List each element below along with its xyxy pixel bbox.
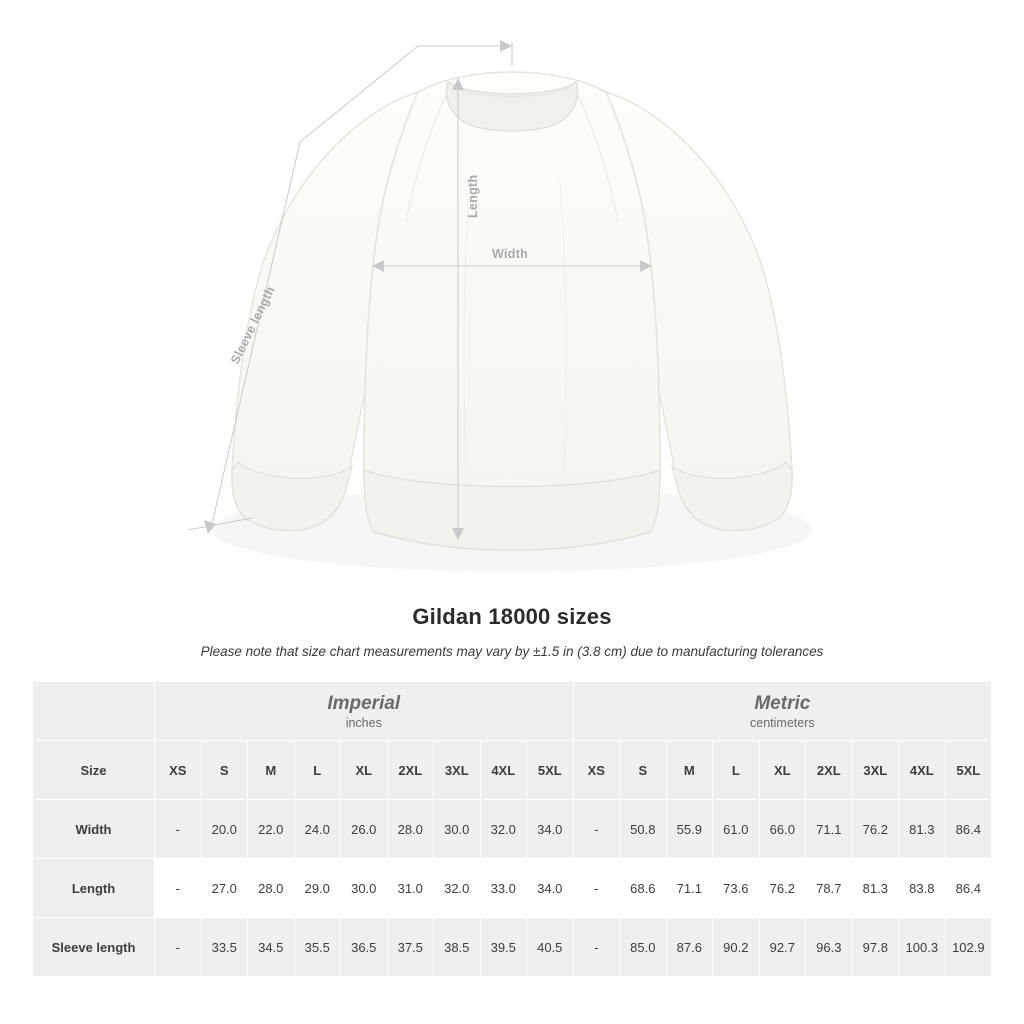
measurement-cell: 20.0	[201, 800, 248, 859]
size-column-header: 3XL	[434, 741, 481, 800]
measurement-cell: 27.0	[201, 859, 248, 918]
unit-header-metric	[573, 682, 992, 741]
size-column-header: L	[294, 741, 341, 800]
size-column-header: 4XL	[899, 741, 946, 800]
measurement-cell: 85.0	[620, 918, 667, 977]
measurement-cell: 83.8	[899, 859, 946, 918]
measurement-cell: 86.4	[945, 800, 992, 859]
measurement-cell: 90.2	[713, 918, 760, 977]
row-label: Width	[33, 800, 155, 859]
measurement-cell: 28.0	[248, 859, 295, 918]
measurement-cell: 50.8	[620, 800, 667, 859]
size-column-header: S	[201, 741, 248, 800]
measurement-cell: -	[155, 800, 202, 859]
sleeve-length-measure-label: Sleeve length	[228, 284, 278, 367]
measurement-cell: 33.5	[201, 918, 248, 977]
page-title: Gildan 18000 sizes	[412, 604, 612, 629]
measurement-cell: 76.2	[852, 800, 899, 859]
measurement-cell: 28.0	[387, 800, 434, 859]
measurement-cell: 81.3	[852, 859, 899, 918]
measurement-cell: 33.0	[480, 859, 527, 918]
tolerance-note: Please note that size chart measurements may vary by ±1.5 in (3.8 cm) due to manufacturing tolerances	[200, 644, 824, 659]
measurement-cell: 24.0	[294, 800, 341, 859]
unit-subtitle: inches	[345, 715, 382, 730]
unit-name: Metric	[754, 693, 811, 715]
measurement-cell: 73.6	[713, 859, 760, 918]
measurement-cell: 39.5	[480, 918, 527, 977]
measurement-cell: 32.0	[434, 859, 481, 918]
measurement-cell: 76.2	[759, 859, 806, 918]
size-column-header: M	[248, 741, 295, 800]
measurement-cell: -	[573, 800, 620, 859]
measurement-cell: -	[573, 859, 620, 918]
unit-name: Imperial	[327, 693, 401, 715]
measurement-cell: 55.9	[666, 800, 713, 859]
measurement-cell: 37.5	[387, 918, 434, 977]
measurement-cell: 97.8	[852, 918, 899, 977]
row-label: Sleeve length	[33, 918, 155, 977]
size-column-header: 2XL	[387, 741, 434, 800]
measurement-cell: 100.3	[899, 918, 946, 977]
size-column-header: 5XL	[527, 741, 574, 800]
measurement-cell: 36.5	[341, 918, 388, 977]
size-column-header: L	[713, 741, 760, 800]
measurement-cell: 34.5	[248, 918, 295, 977]
size-column-header: M	[666, 741, 713, 800]
measurement-cell: 30.0	[341, 859, 388, 918]
size-column-header: 5XL	[945, 741, 992, 800]
measurement-cell: 78.7	[806, 859, 853, 918]
size-table	[32, 681, 992, 977]
measurement-cell: 29.0	[294, 859, 341, 918]
measurement-cell: 86.4	[945, 859, 992, 918]
size-header-cell: Size	[33, 741, 155, 800]
size-column-header: XS	[573, 741, 620, 800]
measurement-cell: -	[573, 918, 620, 977]
table-row	[33, 859, 992, 918]
measurement-cell: 71.1	[666, 859, 713, 918]
width-measure-label: Width	[492, 247, 529, 261]
measurement-cell: 32.0	[480, 800, 527, 859]
title-block	[0, 604, 1024, 659]
measurement-cell: 61.0	[713, 800, 760, 859]
measurement-cell: 81.3	[899, 800, 946, 859]
measurement-cell: 68.6	[620, 859, 667, 918]
measurement-cell: 96.3	[806, 918, 853, 977]
measurement-cell: 92.7	[759, 918, 806, 977]
measurement-cell: 87.6	[666, 918, 713, 977]
length-measure-label: Length	[466, 174, 480, 218]
table-row	[33, 918, 992, 977]
measurement-cell: 38.5	[434, 918, 481, 977]
measurement-cell: 34.0	[527, 859, 574, 918]
size-column-header: 2XL	[806, 741, 853, 800]
measurement-cell: 26.0	[341, 800, 388, 859]
measurement-cell: 66.0	[759, 800, 806, 859]
size-column-header: XS	[155, 741, 202, 800]
measurement-cell: -	[155, 859, 202, 918]
measurement-cell: 71.1	[806, 800, 853, 859]
size-header-row	[33, 741, 992, 800]
measurement-cell: 102.9	[945, 918, 992, 977]
measurement-cell: -	[155, 918, 202, 977]
size-column-header: XL	[341, 741, 388, 800]
size-column-header: 3XL	[852, 741, 899, 800]
unit-header-imperial	[155, 682, 574, 741]
size-column-header: S	[620, 741, 667, 800]
measurement-cell: 40.5	[527, 918, 574, 977]
measurement-cell: 31.0	[387, 859, 434, 918]
size-column-header: 4XL	[480, 741, 527, 800]
table-corner-cell	[33, 682, 155, 741]
size-table-wrapper	[32, 681, 992, 977]
unit-subtitle: centimeters	[750, 715, 815, 730]
measurement-cell: 35.5	[294, 918, 341, 977]
measurement-cell: 30.0	[434, 800, 481, 859]
unit-header-row	[33, 682, 992, 741]
measurement-cell: 22.0	[248, 800, 295, 859]
size-column-header: XL	[759, 741, 806, 800]
table-row	[33, 800, 992, 859]
measurement-cell: 34.0	[527, 800, 574, 859]
row-label: Length	[33, 859, 155, 918]
